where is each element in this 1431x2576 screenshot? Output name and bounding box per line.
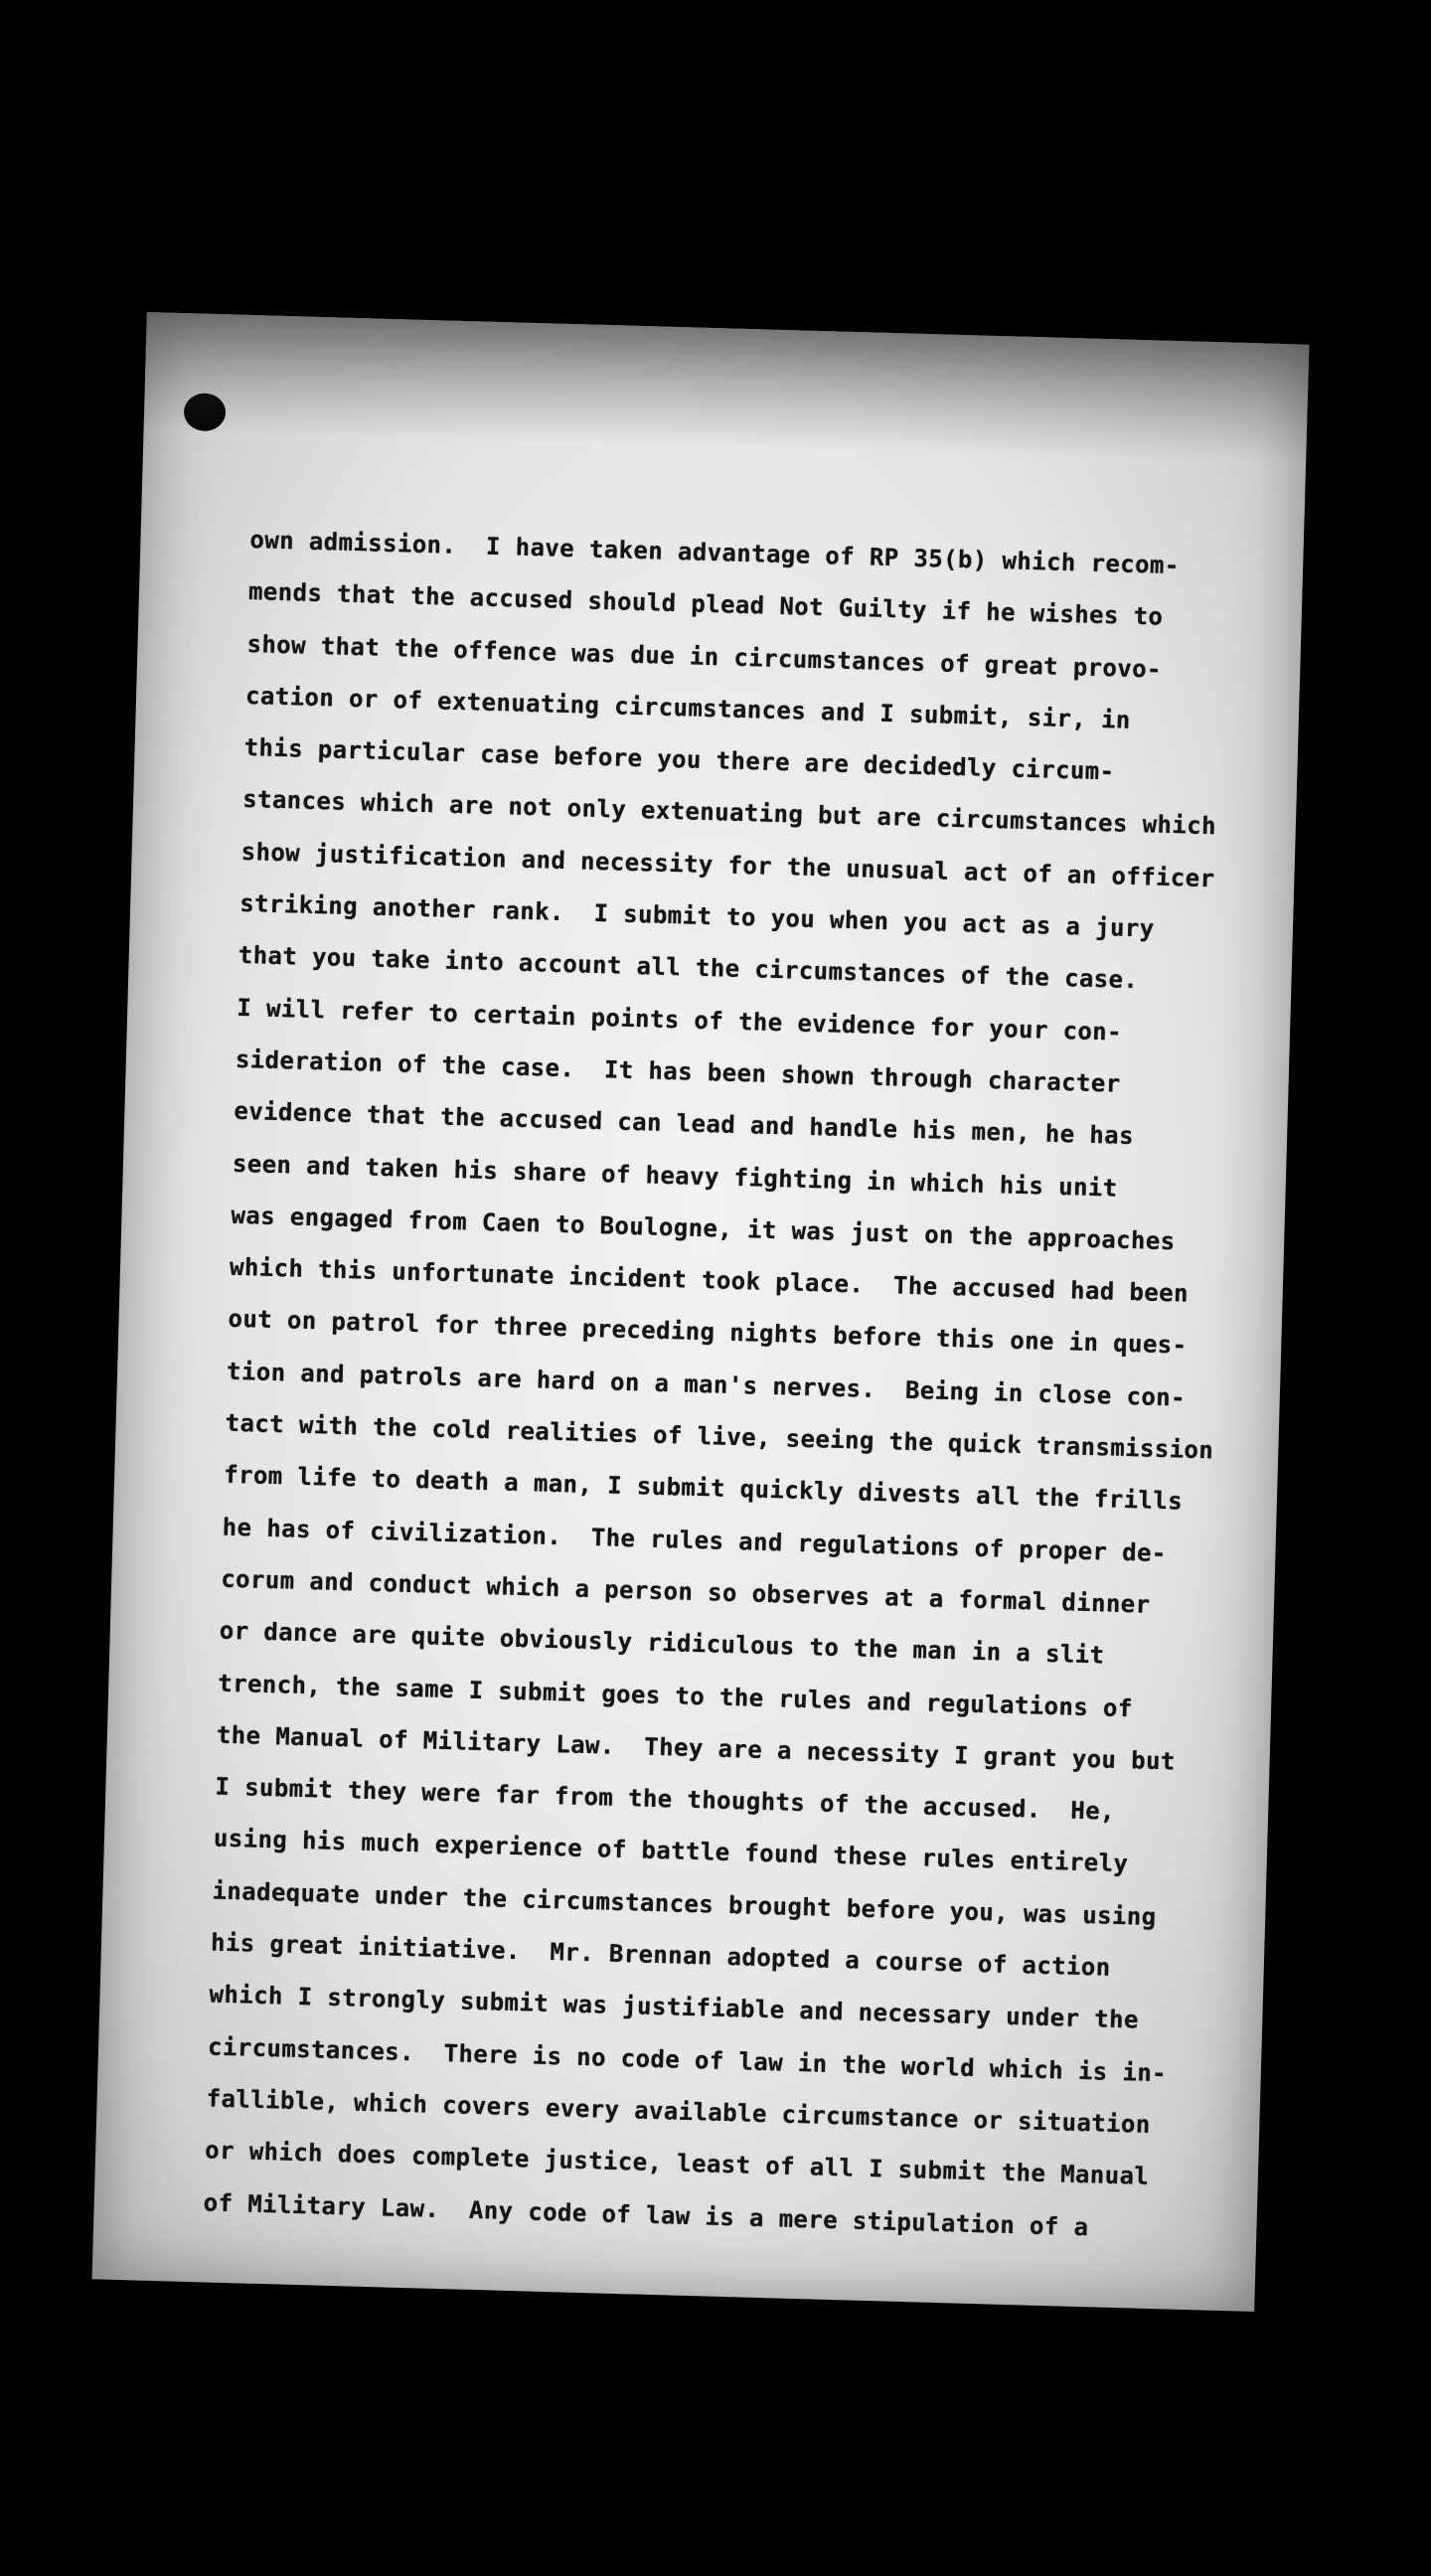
text-line: using his much experience of battle found these rules entirely xyxy=(213,1824,1129,1878)
text-line: or which does complete justice, least of all I submit the Manual xyxy=(204,2136,1150,2191)
text-line: of Military Law. Any code of law is a mere stipulation of a xyxy=(203,2187,1089,2241)
text-line: I submit they were far from the thoughts of the accused. He, xyxy=(215,1772,1116,1826)
punch-hole xyxy=(184,393,227,431)
text-line: which this unfortunate incident took place. The accused had been xyxy=(229,1252,1190,1308)
text-line: he has of civilization. The rules and regulations of proper de- xyxy=(222,1513,1168,1567)
text-line: show that the offence was due in circumstances of great provo- xyxy=(246,629,1163,684)
text-line: mends that the accused should plead Not Guilty if he wishes to xyxy=(247,577,1164,632)
text-line: corum and conduct which a person so observes at a formal dinner xyxy=(220,1564,1151,1619)
text-line: seen and taken his share of heavy fighting in which his unit xyxy=(232,1149,1118,1203)
text-line: the Manual of Military Law. They are a necessity I grant you but xyxy=(216,1720,1177,1776)
text-line: I will refer to certain points of the evidence for your con- xyxy=(236,993,1123,1046)
text-line: inadequate under the circumstances brought before you, was using xyxy=(212,1876,1157,1931)
text-line: his great initiative. Mr. Brennan adopted a course of action xyxy=(210,1928,1111,1982)
text-line: sideration of the case. It has been shown through character xyxy=(235,1045,1121,1098)
text-line: fallible, which covers every available circumstance or situation xyxy=(206,2084,1152,2139)
text-line: cation or of extenuating circumstances and I submit, sir, in xyxy=(244,681,1132,734)
text-line: evidence that the accused can lead and handle his men, he has xyxy=(234,1097,1135,1151)
text-line: or dance are quite obviously ridiculous to the man in a slit xyxy=(219,1616,1105,1670)
text-line: was engaged from Caen to Boulogne, it was just on the approaches xyxy=(231,1201,1176,1256)
typed-text-body xyxy=(203,514,1284,2257)
text-line: circumstances. There is no code of law in the world which is in- xyxy=(207,2032,1168,2087)
text-line: from life to death a man, I submit quickly divests all the frills xyxy=(223,1461,1184,1516)
text-line: tion and patrols are hard on a man's nerves. Being in close con- xyxy=(226,1357,1187,1412)
text-line: stances which are not only extenuating but are circumstances which xyxy=(241,785,1217,841)
text-line: own admission. I have taken advantage of RP 35(b) which recom- xyxy=(249,526,1181,580)
typed-page xyxy=(92,312,1310,2312)
text-line: trench, the same I submit goes to the rules and regulations of xyxy=(218,1669,1134,1722)
text-line: striking another rank. I submit to you when you act as a jury xyxy=(238,888,1155,943)
text-line: that you take into account all the circumstances of the case. xyxy=(238,941,1139,995)
text-line: which I strongly submit was justifiable and necessary under the xyxy=(209,1980,1140,2034)
text-line: tact with the cold realities of live, seeing the quick transmission xyxy=(225,1408,1214,1465)
text-line: show justification and necessity for the unusual act of an officer xyxy=(240,837,1215,893)
text-line: this particular case before you there are decidedly circum- xyxy=(243,733,1115,786)
text-line: out on patrol for three preceding nights before this one in ques- xyxy=(228,1305,1188,1361)
